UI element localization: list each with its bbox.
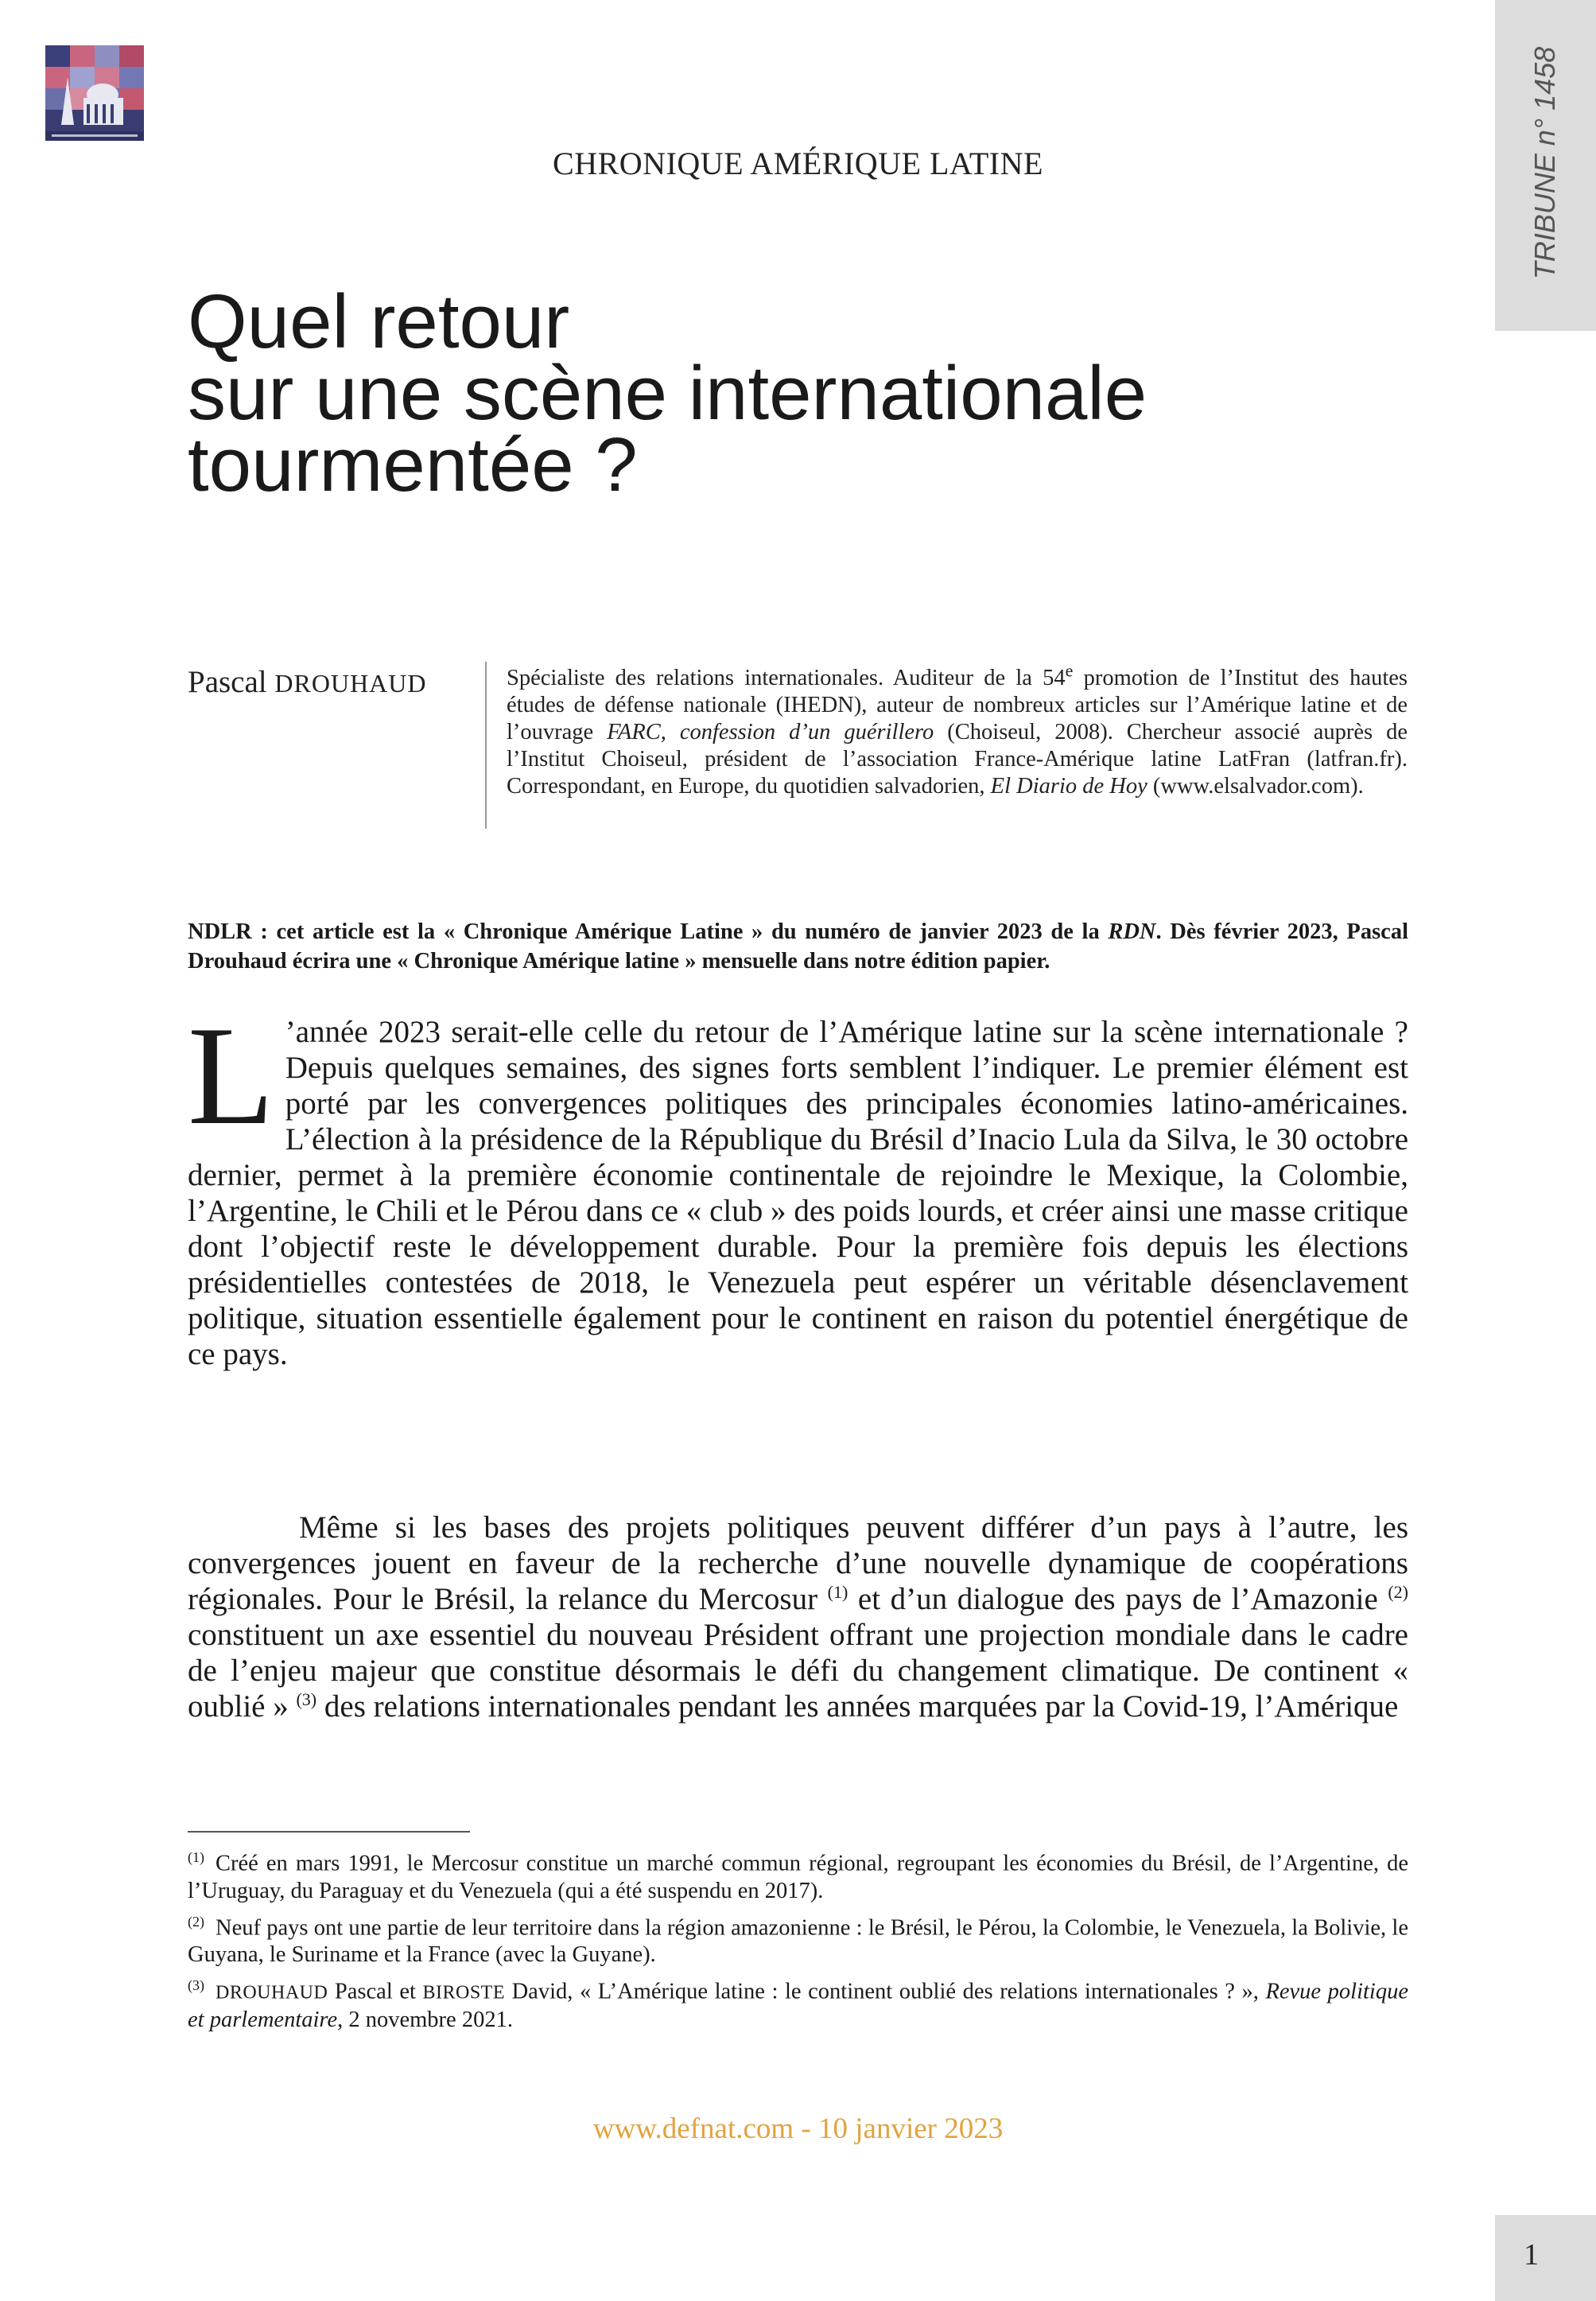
author-first-name: Pascal [188, 665, 267, 699]
paragraph-2 [188, 1510, 1408, 1724]
paragraph-text: ’année 2023 serait-elle celle du retour de l’Amérique latine sur la scène internationale ? Depuis quelques semaines, des signes forts semblent l’indiquer. Le premier élément est porté par les convergences politiques des principales économies latino-américaines. L’élection à la présidence de la République du Brésil d’Inacio Lula da Silva, le 30 octobre dernier, permet à la première économie continentale de rejoindre le Mexique, la Colombie, l’Argentine, le Chili et le Pérou dans ce « club » des poids lourds, et créer ainsi une masse critique dont l’objectif reste le développement durable. Pour la première fois depuis les élections présidentielles contestées de 2018, le Venezuela peut espérer un véritable désenclavement politique, situation essentielle également pour le continent en raison du potentiel énergétique de ce pays. [188, 1015, 1408, 1371]
footnote-text: , 2 novembre 2021. [337, 2007, 513, 2032]
paragraph-text: constituent un axe essentiel du nouveau Président offrant une projection mondiale dans le cadre de l’enjeu majeur que constitue désormais le défi du changement climatique. De continent « oublié » [188, 1618, 1408, 1724]
footnote-journal: Revue politique et parlementaire [188, 1979, 1408, 2032]
footnote-3 [188, 1972, 1408, 2034]
paragraph-text: et d’un dialogue des pays de l’Amazonie [848, 1582, 1388, 1616]
footnote-ref[interactable]: (2) [1388, 1582, 1409, 1602]
defense-nationale-logo [45, 45, 144, 141]
title-line: Quel retour [188, 279, 570, 364]
editor-note [188, 917, 1408, 976]
bio-text: (www.elsalvador.com). [1147, 774, 1364, 799]
footnote-2 [188, 1908, 1408, 1969]
footnote-text: Créé en mars 1991, le Mercosur constitue un marché commun régional, regroupant les économies du Brésil, de l’Argentine, de l’Uruguay, du Paraguay et du Venezuela (qui a été suspendu en 2017). [188, 1851, 1408, 1903]
paragraph-1 [188, 997, 1408, 1372]
footnote-text: David, « L’Amérique latine : le continent oublié des relations internationales ? », [505, 1979, 1266, 2004]
footnotes [188, 1844, 1408, 2037]
article-title [188, 279, 1380, 507]
bio-text: (Choiseul, 2008). Chercheur associé auprès de l’Institut Choiseul, président de l’association France-Amérique latine LatFran (latfran.fr). Correspondant, en Europe, du quotidien salvadorien, [507, 720, 1408, 799]
author-divider [485, 662, 487, 829]
bio-text: promotion de l’Institut des hautes études de défense nationale (IHEDN), auteur de nombreux articles sur l’Amérique latine et de l’ouvrage [507, 666, 1408, 744]
ndlr-journal: RDN [1108, 919, 1156, 944]
title-line: sur une scène internationale [188, 351, 1147, 436]
bio-newspaper: El Diario de Hoy [990, 774, 1147, 799]
section-label: CHRONIQUE AMÉRIQUE LATINE [553, 146, 1043, 181]
footnote-author: DROUHAUD [216, 1982, 328, 2004]
paragraph-text: des relations internationales pendant les années marquées par la Covid-19, l’Amérique [316, 1689, 1399, 1724]
footnote-text: Neuf pays ont une partie de leur territoire dans la région amazonienne : le Brésil, le Pérou, la Colombie, le Venezuela, la Bolivie, le Guyana, le Suriname et la France (avec la Guyane). [188, 1915, 1408, 1967]
footnote-mark: (1) [188, 1849, 204, 1865]
footnote-divider [188, 1831, 470, 1833]
page-number: 1 [1524, 2238, 1539, 2272]
footnote-mark: (2) [188, 1913, 204, 1930]
drop-cap: L [188, 997, 274, 1154]
bio-superscript: e [1065, 660, 1074, 681]
paragraph-text: Même si les bases des projets politiques peuvent différer d’un pays à l’autre, les convergences jouent en faveur de la recherche d’une nouvelle dynamique de coopérations régionales. Pour le Brésil, la relance du Mercosur [188, 1510, 1408, 1616]
footnote-text: Pascal et [328, 1979, 423, 2004]
page-number-tab [1495, 2215, 1596, 2301]
tribune-number-label: TRIBUNE n° 1458 [1528, 46, 1561, 280]
footer-url-date[interactable]: www.defnat.com - 10 janvier 2023 [592, 2112, 1004, 2145]
bio-book-title: FARC, confession d’un guérillero [607, 720, 934, 744]
title-line: tourmentée ? [188, 422, 638, 507]
author-last-name: DROUHAUD [274, 669, 427, 698]
author-bio [507, 660, 1408, 800]
bio-text: Spécialiste des relations internationales. Auditeur de la 54 [507, 666, 1066, 690]
footnote-1 [188, 1844, 1408, 1905]
ndlr-text: NDLR : cet article est la « Chronique Amérique Latine » du numéro de janvier 2023 de la [188, 919, 1109, 944]
footnote-ref[interactable]: (3) [296, 1689, 317, 1709]
footnote-author: BIROSTE [422, 1982, 505, 2004]
footnote-mark: (3) [188, 1977, 204, 1993]
author-name [188, 664, 427, 700]
footnote-ref[interactable]: (1) [827, 1582, 848, 1602]
ndlr-text: . Dès février 2023, Pascal Drouhaud écrira une « Chronique Amérique latine » mensuelle dans notre édition papier. [188, 919, 1408, 974]
